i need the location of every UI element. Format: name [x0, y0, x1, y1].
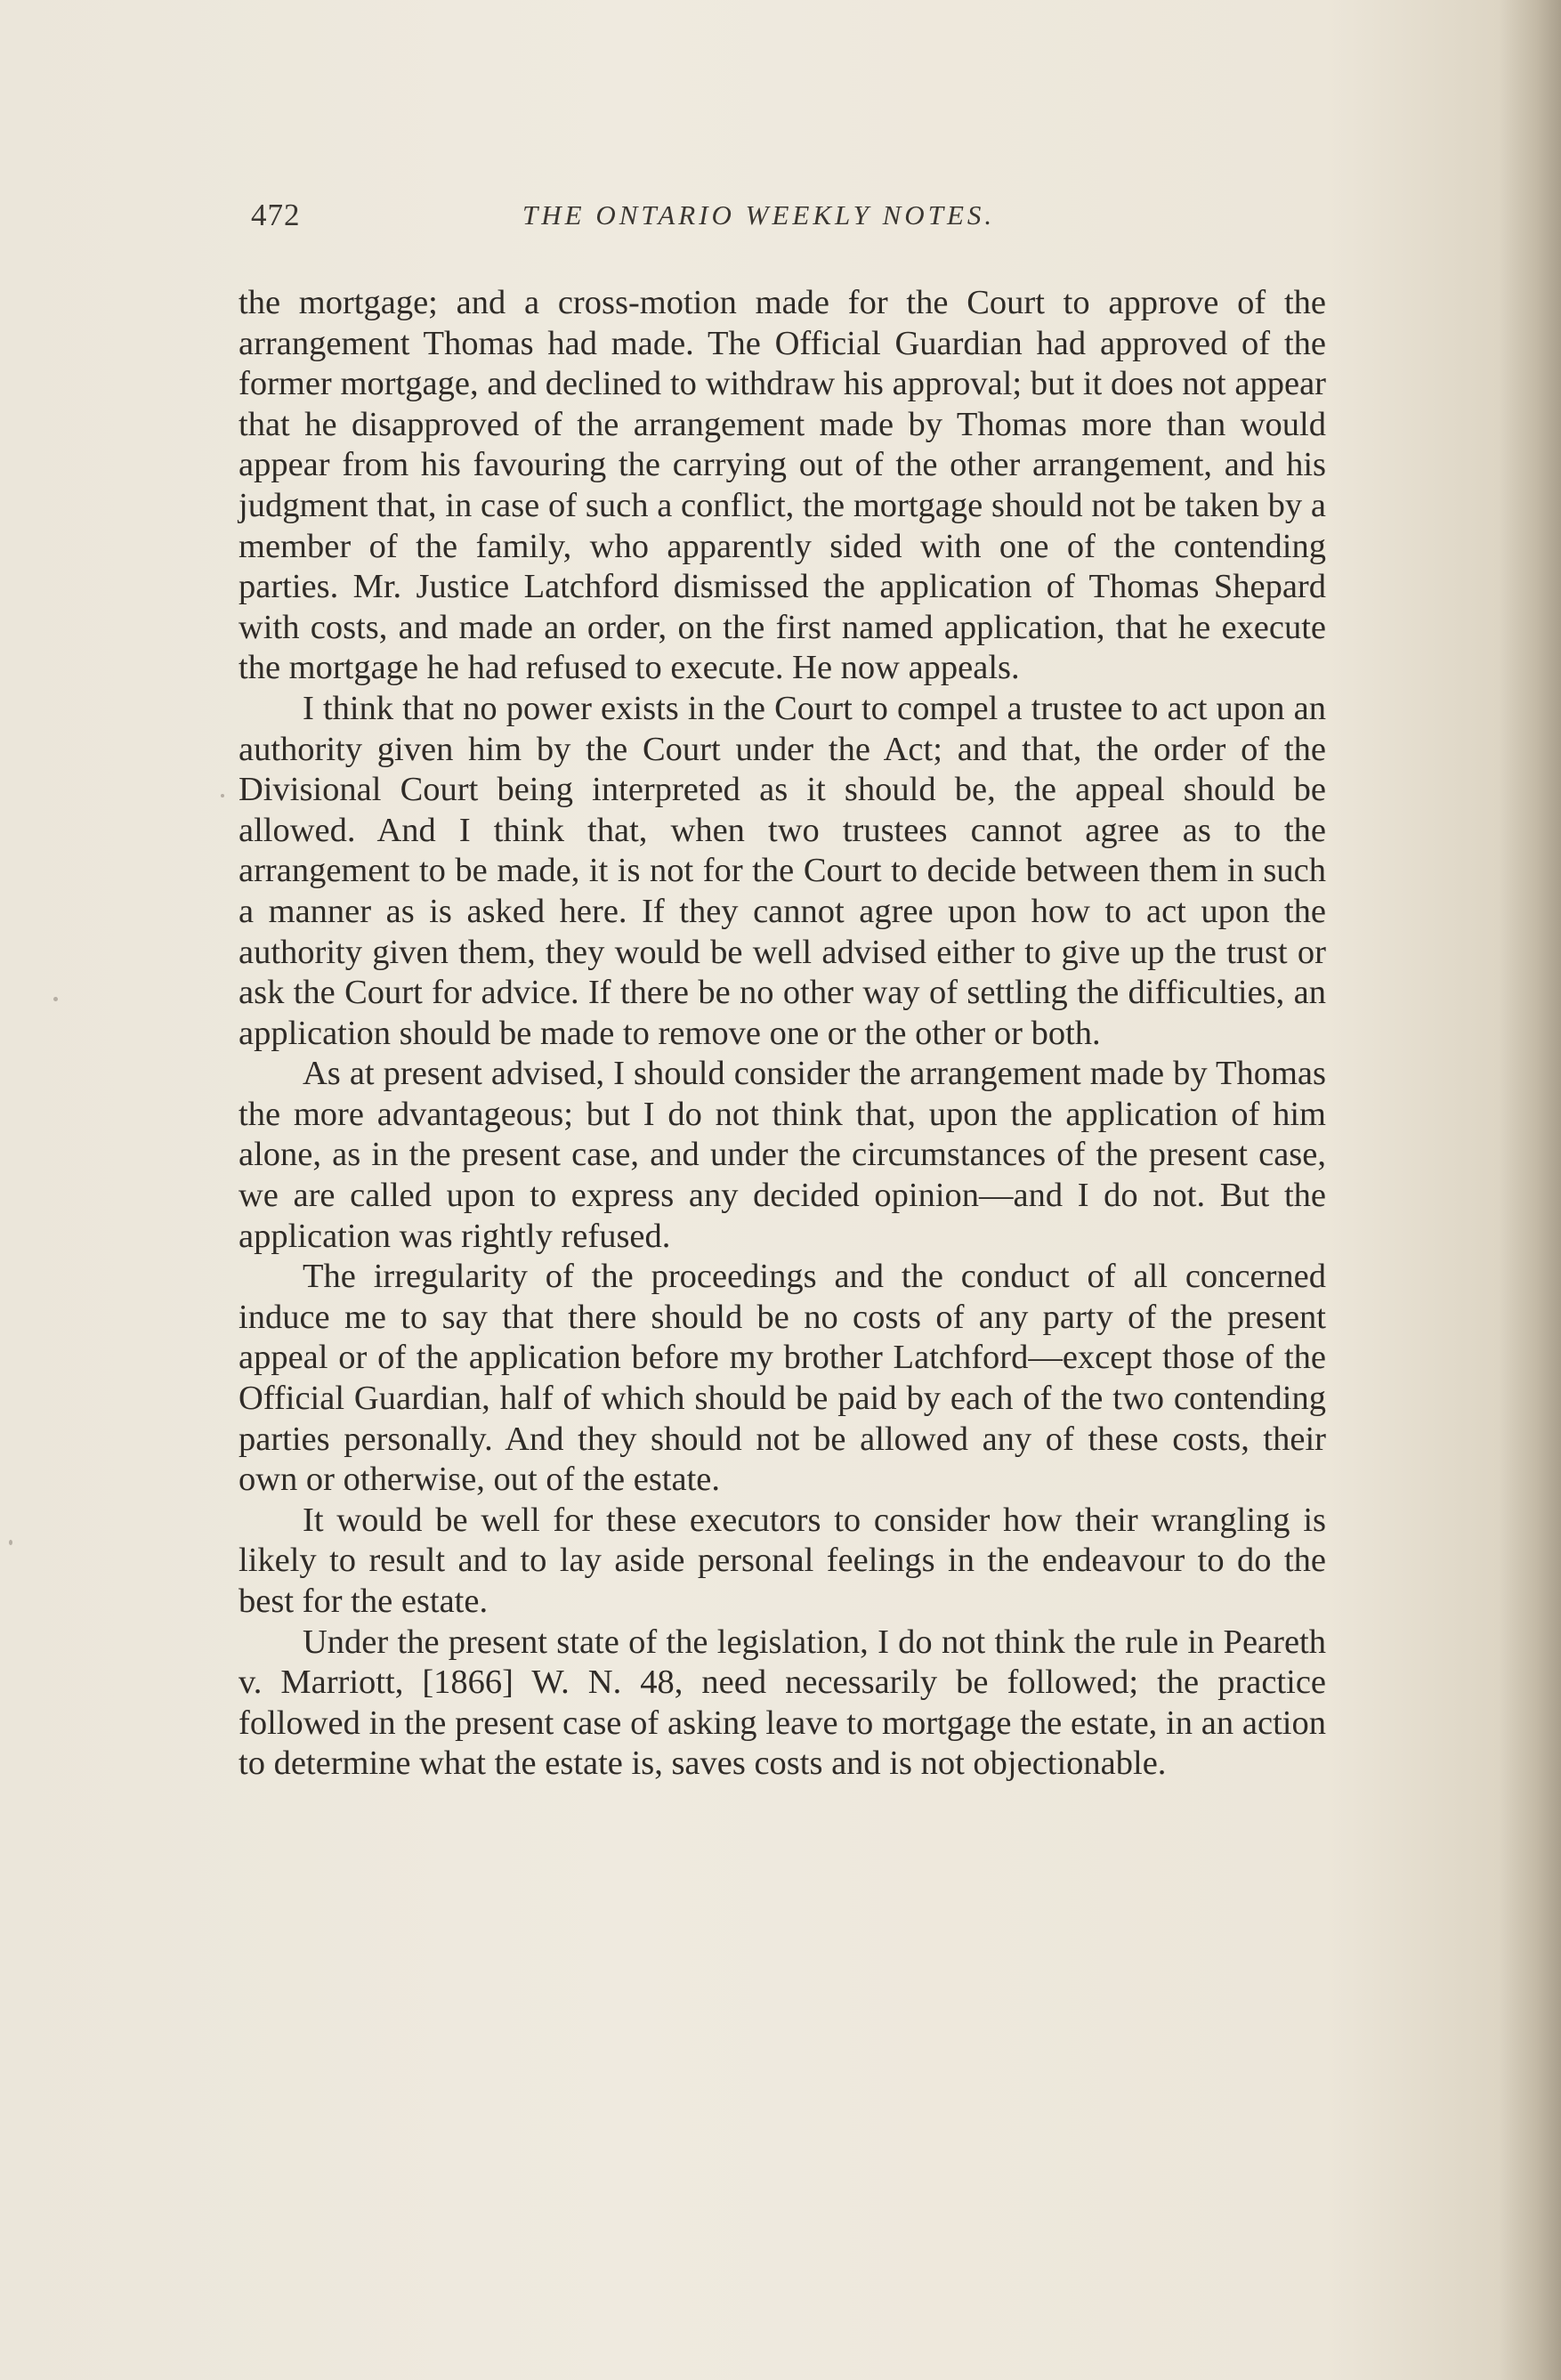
- paragraph-2: I think that no power exists in the Court to compel a trustee to act upon an authority given him by the Court under the Act; and that, the order of the Divisional Court being interpreted as it should be, the appeal should be allowed. And I think that, when two trustees cannot agree as to the arrangement to be made, it is not for the Court to decide between them in such a manner as is asked here. If they cannot agree upon how to act upon the authority given them, they would be well advised either to give up the trust or ask the Court for advice. If there be no other way of settling the difficulties, an application should be made to remove one or the other or both.: [239, 689, 1326, 1052]
- paper-speck: [53, 997, 58, 1001]
- paragraph-3: As at present advised, I should consider the arrangement made by Thomas the more advantageous; but I do not think that, upon the application of him alone, as in the present case, and under the circumstances of the present case, we are called upon to express any decided opinion—and I do not. But the application was rightly refused.: [239, 1055, 1326, 1255]
- body-text: [239, 283, 1326, 1785]
- paper-speck: [221, 794, 224, 797]
- running-title: THE ONTARIO WEEKLY NOTES.: [522, 199, 996, 231]
- paragraph-5: It would be well for these executors to consider how their wrangling is likely to result and to lay aside personal feelings in the endeavour to do the best for the estate.: [239, 1501, 1326, 1620]
- page-edge-shadow: [1499, 0, 1561, 2380]
- paragraph-4: The irregularity of the proceedings and the conduct of all concerned induce me to say that there should be no costs of any party of the present appeal or of the application before my brother Latchford—except those of the Official Guardian, half of which should be paid by each of the two contending parties personally. And they should not be allowed any of these costs, their own or otherwise, out of the estate.: [239, 1258, 1326, 1499]
- paragraph-1: the mortgage; and a cross-motion made for the Court to approve of the arrangement Thomas had made. The Official Guardian had approved of the former mortgage, and declined to withdraw his approval; but it does not appear that he disapproved of the arrangement made by Thomas more than would appear from his favouring the carrying out of the other arrangement, and his judgment that, in case of such a conflict, the mortgage should not be taken by a member of the family, who apparently sided with one of the contending parties. Mr. Justice Latchford dismissed the application of Thomas Shepard with costs, and made an order, on the first named application, that he execute the mortgage he had refused to execute. He now appeals.: [239, 284, 1326, 687]
- page-number: 472: [251, 198, 301, 232]
- paragraph-6: Under the present state of the legislation, I do not think the rule in Peareth v. Marriott, [1866] W. N. 48, need necessarily be followed; the practice followed in the present case of asking leave to mortgage the estate, in an action to determine what the estate is, saves costs and is not objectionable.: [239, 1623, 1326, 1783]
- running-header: [251, 198, 1319, 251]
- paper-speck: [9, 1540, 12, 1545]
